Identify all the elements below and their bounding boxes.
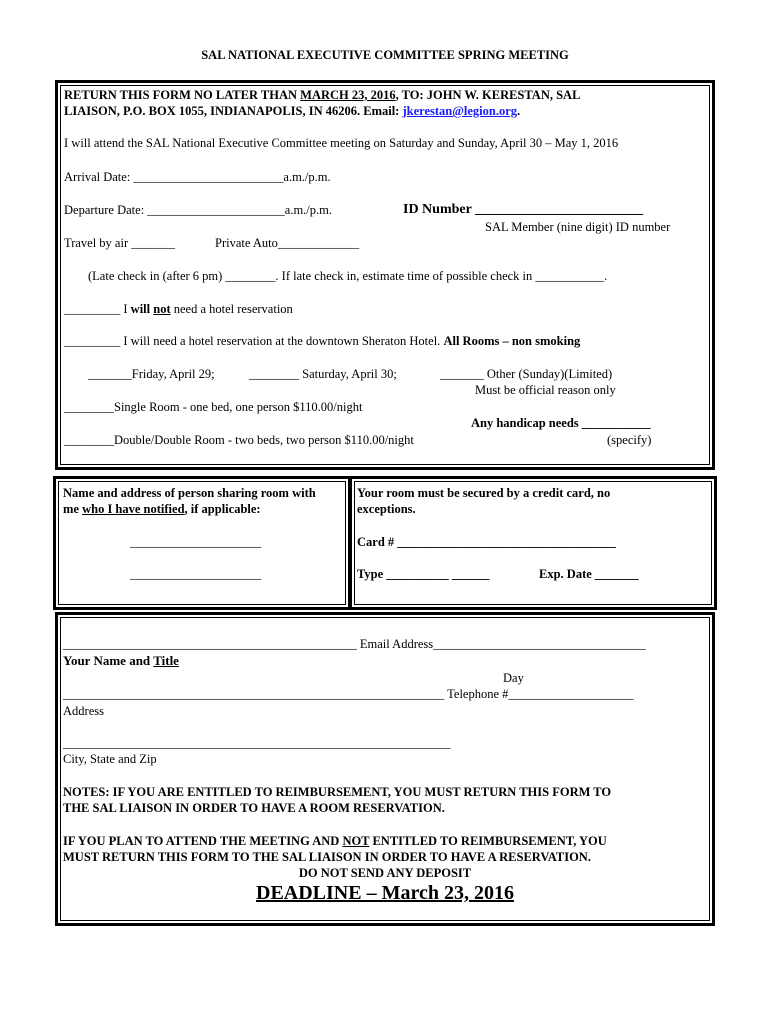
other-sunday-option[interactable]: _______ Other (Sunday)(Limited) <box>440 367 613 381</box>
return-date: MARCH 23, 2016 <box>300 88 396 102</box>
day-label: Day <box>503 671 524 685</box>
no-hotel-option[interactable]: _________ I will not need a hotel reservation <box>64 302 293 316</box>
departure-date-field[interactable]: Departure Date: ______________________a.m./p.m. <box>64 203 333 217</box>
other-option-note: Must be official reason only <box>475 383 616 397</box>
late-checkin-field[interactable]: (Late check in (after 6 pm) ________. If late check in, estimate time of possible check in ___________. <box>88 269 608 283</box>
id-number-note: SAL Member (nine digit) ID number <box>485 220 671 234</box>
no-deposit-note: DO NOT SEND ANY DEPOSIT <box>298 866 472 880</box>
id-number-field[interactable]: ID Number ________________________ <box>403 202 644 217</box>
page-title: SAL NATIONAL EXECUTIVE COMMITTEE SPRING MEETING <box>201 48 569 62</box>
address-label: Address <box>63 704 104 718</box>
double-room-option[interactable]: ________Double/Double Room - two beds, two person $110.00/night <box>64 433 414 447</box>
roommate-address-field[interactable]: _____________________ <box>130 567 262 581</box>
return-instructions: RETURN THIS FORM NO LATER THAN MARCH 23, 2016, TO: JOHN W. KERESTAN, SAL <box>64 88 581 102</box>
your-name-label: Your Name and Title <box>63 653 179 668</box>
email-link[interactable]: jkerestan@legion.org <box>402 104 517 118</box>
notes-line-4: MUST RETURN THIS FORM TO THE SAL LIAISON IN ORDER TO HAVE A RESERVATION. <box>63 850 591 864</box>
address-telephone-field[interactable]: _____________________________________________________________ Telephone #____________________ <box>63 687 634 701</box>
roommate-heading: Name and address of person sharing room with <box>63 486 316 500</box>
card-type-field[interactable]: Type __________ ______ <box>357 567 490 581</box>
saturday-option[interactable]: ________ Saturday, April 30; <box>249 367 397 381</box>
notes-line-3: IF YOU PLAN TO ATTEND THE MEETING AND NOT ENTITLED TO REIMBURSEMENT, YOU <box>63 834 607 848</box>
deadline-heading: DEADLINE – March 23, 2016 <box>256 882 514 904</box>
need-hotel-option[interactable]: _________ I will need a hotel reservation at the downtown Sheraton Hotel. All Rooms – non smoking <box>64 334 581 348</box>
liaison-address: LIAISON, P.O. BOX 1055, INDIANAPOLIS, IN 46206. Email: jkerestan@legion.org. <box>64 104 521 118</box>
city-state-zip-label: City, State and Zip <box>63 752 157 766</box>
arrival-date-field[interactable]: Arrival Date: ________________________a.m./p.m. <box>64 170 331 184</box>
card-number-field[interactable]: Card # ___________________________________ <box>357 535 617 549</box>
single-room-option[interactable]: ________Single Room - one bed, one person $110.00/night <box>64 400 363 414</box>
private-auto-field[interactable]: Private Auto_____________ <box>215 236 360 250</box>
attendance-statement: I will attend the SAL National Executive Committee meeting on Saturday and Sunday, April 30 – May 1, 2016 <box>64 136 619 150</box>
credit-card-heading: Your room must be secured by a credit card, no <box>357 486 611 500</box>
handicap-specify-note: (specify) <box>607 433 652 447</box>
expiration-date-field[interactable]: Exp. Date _______ <box>539 567 639 581</box>
notes-line-2: THE SAL LIAISON IN ORDER TO HAVE A ROOM RESERVATION. <box>63 801 445 815</box>
travel-by-air-field[interactable]: Travel by air _______ <box>64 236 175 250</box>
friday-option[interactable]: _______Friday, April 29; <box>88 367 215 381</box>
handicap-needs-field[interactable]: Any handicap needs ___________ <box>471 416 651 430</box>
name-email-field[interactable]: _______________________________________________ Email Address__________________________________ <box>63 637 646 651</box>
roommate-name-field[interactable]: _____________________ <box>130 535 262 549</box>
notes-line-1: NOTES: IF YOU ARE ENTITLED TO REIMBURSEMENT, YOU MUST RETURN THIS FORM TO <box>63 785 612 799</box>
credit-card-heading-2: exceptions. <box>357 502 416 516</box>
city-state-zip-field[interactable]: ______________________________________________________________ <box>63 736 451 750</box>
roommate-heading-2: me who I have notified, if applicable: <box>63 502 261 516</box>
